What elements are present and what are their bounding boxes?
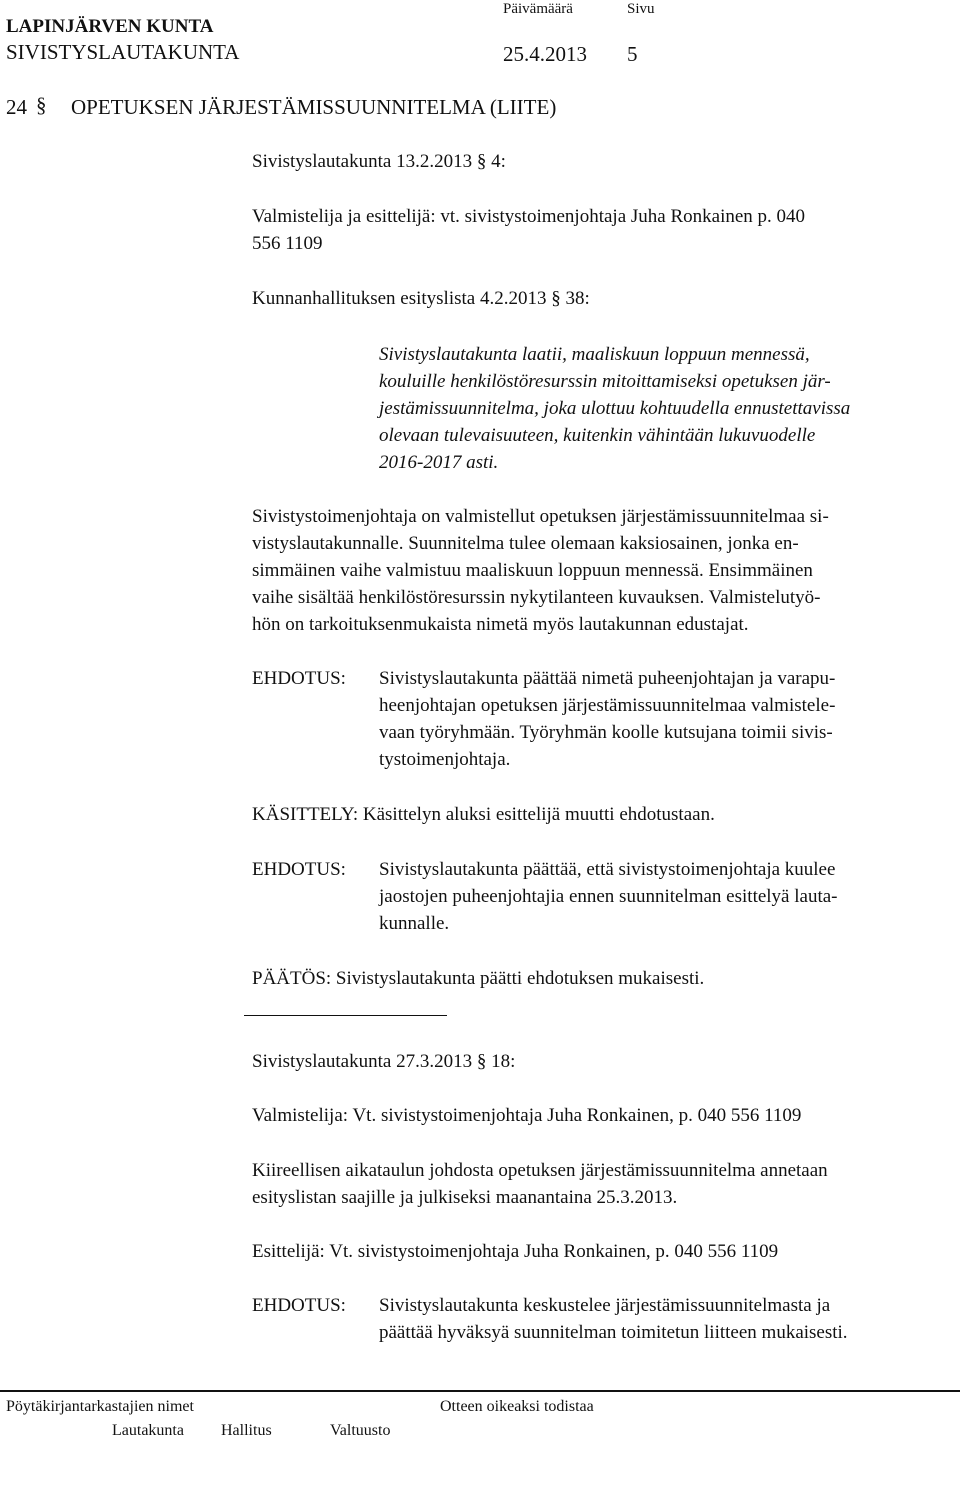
quote-line: olevaan tulevaisuuteen, kuitenkin vähintään lukuvuodelle (379, 425, 816, 446)
quote-line: Sivistyslautakunta laatii, maaliskuun loppuun mennessä, (379, 344, 810, 365)
urgent-note-line: esityslistan saajille ja julkiseksi maanantaina 25.3.2013. (252, 1187, 678, 1208)
reference-agenda: Kunnanhallituksen esityslista 4.2.2013 § 38: (252, 288, 590, 309)
proposal-line: jaostojen puheenjohtajia ennen suunnitelman esittelyä lauta- (379, 886, 838, 907)
page-number: 5 (627, 42, 638, 66)
item-title: OPETUKSEN JÄRJESTÄMISSUUNNITELMA (LIITE) (71, 95, 557, 119)
proposal-line: heenjohtajan opetuksen järjestämissuunnitelmaa valmistele- (379, 695, 836, 716)
handling-note: KÄSITTELY: Käsittelyn aluksi esittelijä muutti ehdotustaan. (252, 804, 715, 825)
proposal-label: EHDOTUS: (252, 668, 346, 689)
proposal-label: EHDOTUS: (252, 859, 346, 880)
proposal-line: päättää hyväksyä suunnitelman toimitetun liitteen mukaisesti. (379, 1322, 848, 1343)
footer-council-label: Valtuusto (330, 1422, 391, 1439)
footer-rule (0, 1390, 960, 1392)
preparer-line-1: Valmistelija ja esittelijä: vt. sivistystoimenjohtaja Juha Ronkainen p. 040 (252, 206, 806, 227)
paragraph-line: vistyslautakunnalle. Suunnitelma tulee olemaan kaksiosainen, jonka en- (252, 533, 799, 554)
proposal-label: EHDOTUS: (252, 1295, 346, 1316)
proposal-line: Sivistyslautakunta päättää, että sivistystoimenjohtaja kuulee (379, 859, 836, 880)
paragraph-line: simmäinen vaihe valmistuu maaliskuun loppuun mennessä. Ensimmäinen (252, 560, 813, 581)
proposal-line: Sivistyslautakunta päättää nimetä puheenjohtajan ja varapu- (379, 668, 836, 689)
preparer-2: Valmistelija: Vt. sivistystoimenjohtaja Juha Ronkainen, p. 040 556 1109 (252, 1105, 802, 1126)
separator-line (244, 1015, 447, 1016)
urgent-note-line: Kiireellisen aikataulun johdosta opetuksen järjestämissuunnitelma annetaan (252, 1160, 828, 1181)
paragraph-line: Sivistystoimenjohtaja on valmistellut opetuksen järjestämissuunnitelmaa si- (252, 506, 829, 527)
paragraph-line: vaihe sisältää henkilöstöresurssin nykytilanteen kuvauksen. Valmistelutyö- (252, 587, 821, 608)
committee-name: SIVISTYSLAUTAKUNTA (6, 40, 240, 64)
proposal-line: tystoimenjohtaja. (379, 749, 511, 770)
proposal-line: kunnalle. (379, 913, 450, 934)
date-label: Päivämäärä (503, 1, 573, 17)
reference-meeting-1: Sivistyslautakunta 13.2.2013 § 4: (252, 151, 506, 172)
footer-checkers-label: Pöytäkirjantarkastajien nimet (6, 1398, 194, 1415)
proposal-line: Sivistyslautakunta keskustelee järjestämissuunnitelmasta ja (379, 1295, 831, 1316)
quote-line: 2016-2017 asti. (379, 452, 499, 473)
quote-line: kouluille henkilöstöresurssin mitoittamiseksi opetuksen jär- (379, 371, 831, 392)
meeting-date: 25.4.2013 (503, 42, 587, 66)
decision: PÄÄTÖS: Sivistyslautakunta päätti ehdotuksen mukaisesti. (252, 968, 705, 989)
page-label: Sivu (627, 1, 655, 17)
footer-government-label: Hallitus (221, 1422, 272, 1439)
preparer-line-2: 556 1109 (252, 233, 323, 254)
quote-line: jestämissuunnitelma, joka ulottuu kohtuudella ennustettavissa (379, 398, 851, 419)
paragraph-line: hön on tarkoituksenmukaista nimetä myös lautakunnan edustajat. (252, 614, 749, 635)
organization-name: LAPINJÄRVEN KUNTA (6, 16, 214, 37)
reference-meeting-2: Sivistyslautakunta 27.3.2013 § 18: (252, 1051, 516, 1072)
presenter: Esittelijä: Vt. sivistystoimenjohtaja Juha Ronkainen, p. 040 556 1109 (252, 1241, 779, 1262)
proposal-line: vaan työryhmään. Työryhmän koolle kutsujana toimii sivis- (379, 722, 833, 743)
footer-board-label: Lautakunta (112, 1422, 184, 1439)
footer-certified-label: Otteen oikeaksi todistaa (440, 1398, 594, 1415)
section-symbol: § (36, 93, 47, 117)
item-number: 24 (6, 95, 27, 119)
